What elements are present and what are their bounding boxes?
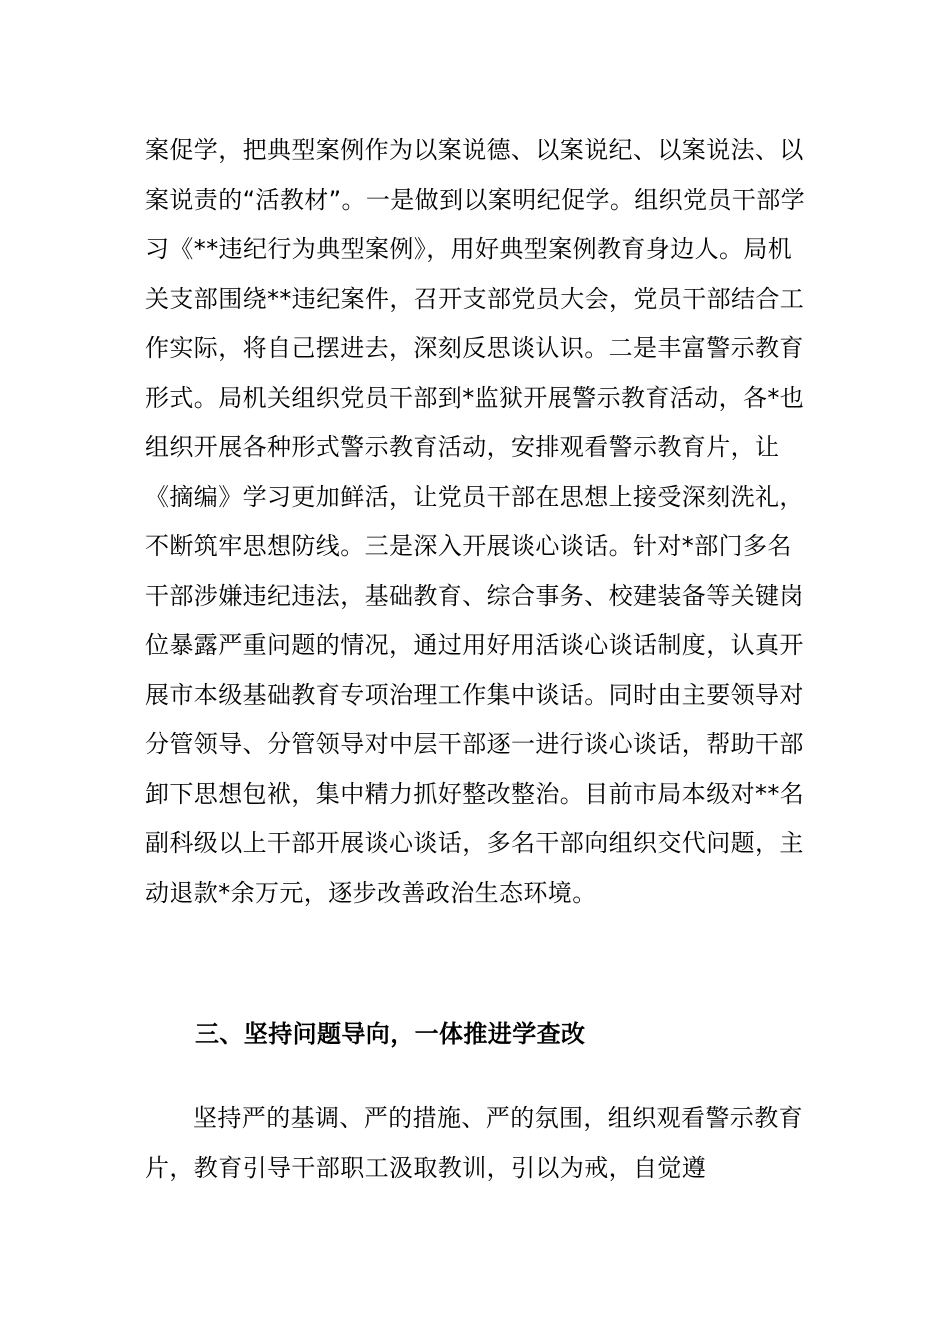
body-paragraph-case-study: 案促学，把典型案例作为以案说德、以案说纪、以案说法、以案说责的“活教材”。一是做到以案明纪促学。组织党员干部学习《**违纪行为典型案例》，用好典型案例教育身边人。局机关支部围绕**违纪案件，召开支部党员大会，党员干部结合工作实际，将自己摆进去，深刻反思谈认识。二是丰富警示教育形式。局机关组织党员干部到*监狱开展警示教育活动，各*也组织开展各种形式警示教育活动，安排观看警示教育片，让《摘编》学习更加鲜活，让党员干部在思想上接受深刻洗礼，不断筑牢思想防线。三是深入开展谈心谈话。针对*部门多名干部涉嫌违纪违法，基础教育、综合事务、校建装备等关键岗位暴露严重问题的情况，通过用好用活谈心谈话制度，认真开展市本级基础教育专项治理工作集中谈话。同时由主要领导对分管领导、分管领导对中层干部逐一进行谈心谈话，帮助干部卸下思想包袱，集中精力抓好整改整治。目前市局本级对**名副科级以上干部开展谈心谈话，多名干部向组织交代问题，主动退款*余万元，逐步改善政治生态环境。 <box>145 136 806 907</box>
section-heading: 三、坚持问题导向，一体推进学查改 <box>195 1020 586 1048</box>
body-paragraph-problem-oriented: 坚持严的基调、严的措施、严的氛围，组织观看警示教育片，教育引导干部职工汲取教训，引以为戒，自觉遵 <box>145 1104 803 1182</box>
